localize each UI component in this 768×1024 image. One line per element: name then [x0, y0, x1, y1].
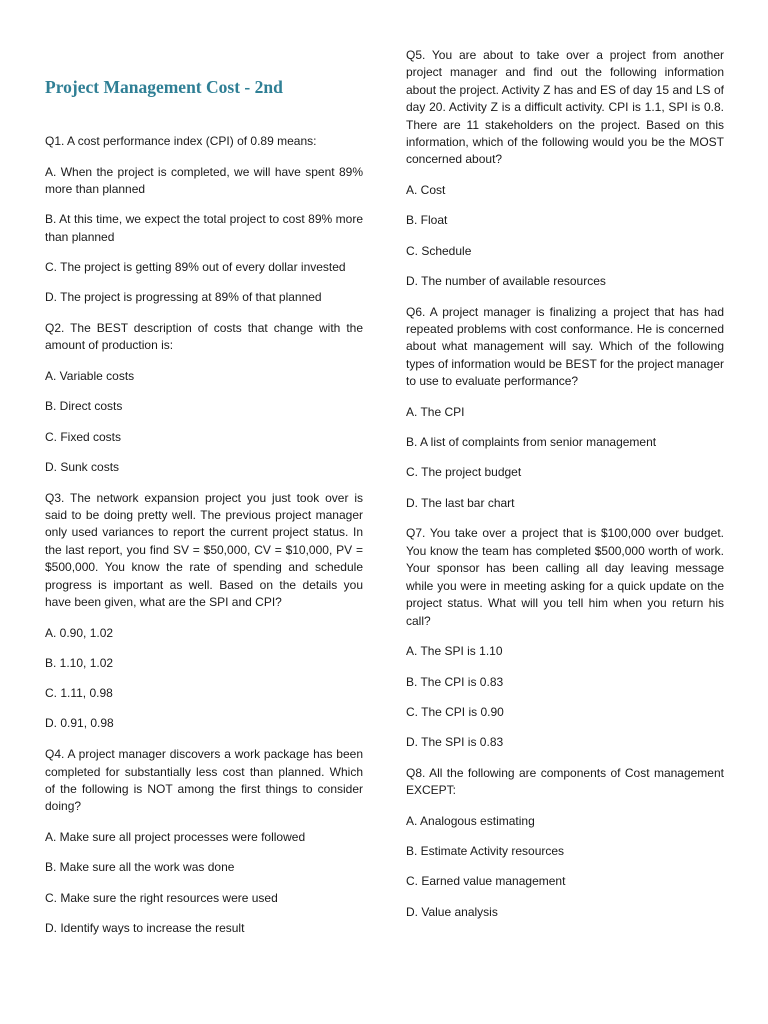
question-4-option-d: D. Identify ways to increase the result [45, 920, 245, 935]
question-7-option-c: C. The CPI is 0.90 [406, 704, 504, 719]
question-8: Q8. All the following are components of Cost management EXCEPT: [406, 765, 724, 798]
question-3-option-c: C. 1.11, 0.98 [45, 686, 113, 701]
question-3-option-a: A. 0.90, 1.02 [45, 625, 114, 640]
right-column [406, 0, 724, 921]
question-7-option-a: A. The SPI is 1.10 [406, 644, 503, 659]
question-1-option-c: C. The project is getting 89% out of every dollar invested [45, 260, 346, 275]
question-8-option-d: D. Value analysis [406, 904, 498, 919]
question-2-option-a: A. Variable costs [45, 369, 135, 384]
question-8-option-c: C. Earned value management [406, 874, 566, 889]
question-4-option-c: C. Make sure the right resources were used [45, 890, 278, 905]
document-title: Project Management Cost - 2nd [45, 77, 283, 97]
question-6-option-a: A. The CPI [406, 405, 465, 420]
left-column [45, 0, 363, 937]
question-7-option-d: D. The SPI is 0.83 [406, 734, 504, 749]
question-1-option-d: D. The project is progressing at 89% of that planned [45, 290, 322, 305]
question-6-option-d: D. The last bar chart [406, 495, 515, 510]
question-1: Q1. A cost performance index (CPI) of 0.89 means: [45, 134, 317, 148]
question-3-option-d: D. 0.91, 0.98 [45, 716, 114, 731]
question-3-option-b: B. 1.10, 1.02 [45, 656, 114, 671]
question-6: Q6. A project manager is finalizing a project that has had repeated problems with cost conformance. He is concerned about what management will say. Which of the following types of information would be BEST for the project manager to use to evaluate performance? [406, 304, 724, 389]
question-6-option-c: C. The project budget [406, 465, 522, 480]
question-7-option-b: B. The CPI is 0.83 [406, 674, 504, 689]
question-5: Q5. You are about to take over a project from another project manager and find out the following information about the project. Activity Z has and ES of day 15 and LS of day 20. Activity Z is a difficult activity. CPI is 1.1, SPI is 0.8. There are 11 stakeholders on the project. Based on this information, which of the following would you be the MOST concerned about? [406, 48, 724, 167]
question-5-option-c: C. Schedule [406, 243, 472, 258]
question-8-option-b: B. Estimate Activity resources [406, 844, 565, 859]
question-1-option-b: B. At this time, we expect the total project to cost 89% more than planned [45, 212, 363, 244]
question-7: Q7. You take over a project that is $100,000 over budget. You know the team has completed $500,000 worth of work. Your sponsor has been calling all day leaving message while you were in meeting asking for a quick update on the project status. What will you tell him when you return his call? [406, 526, 724, 628]
question-1-option-a: A. When the project is completed, we will have spent 89% more than planned [45, 164, 363, 197]
question-5-option-d: D. The number of available resources [406, 273, 606, 288]
question-3: Q3. The network expansion project you just took over is said to be doing pretty well. The previous project manager only used variances to report the current project status. In the last report, you find SV = $50,000, CV = $10,000, PV = $500,000. You know the rate of spending and schedule progress is important as well. Based on the details you have been given, what are the SPI and CPI? [45, 490, 363, 610]
question-2: Q2. The BEST description of costs that change with the amount of production is: [45, 321, 363, 353]
question-4: Q4. A project manager discovers a work package has been completed for substantially less cost than planned. Which of the following is NOT among the first things to consider doing? [45, 747, 363, 814]
question-5-option-a: A. Cost [406, 183, 446, 198]
question-4-option-b: B. Make sure all the work was done [45, 860, 235, 875]
question-6-option-b: B. A list of complaints from senior management [406, 435, 657, 450]
question-2-option-d: D. Sunk costs [45, 459, 120, 474]
question-2-option-b: B. Direct costs [45, 399, 123, 414]
question-4-option-a: A. Make sure all project processes were followed [45, 830, 306, 845]
question-8-option-a: A. Analogous estimating [406, 813, 535, 828]
question-5-option-b: B. Float [406, 213, 448, 228]
question-2-option-c: C. Fixed costs [45, 429, 122, 444]
